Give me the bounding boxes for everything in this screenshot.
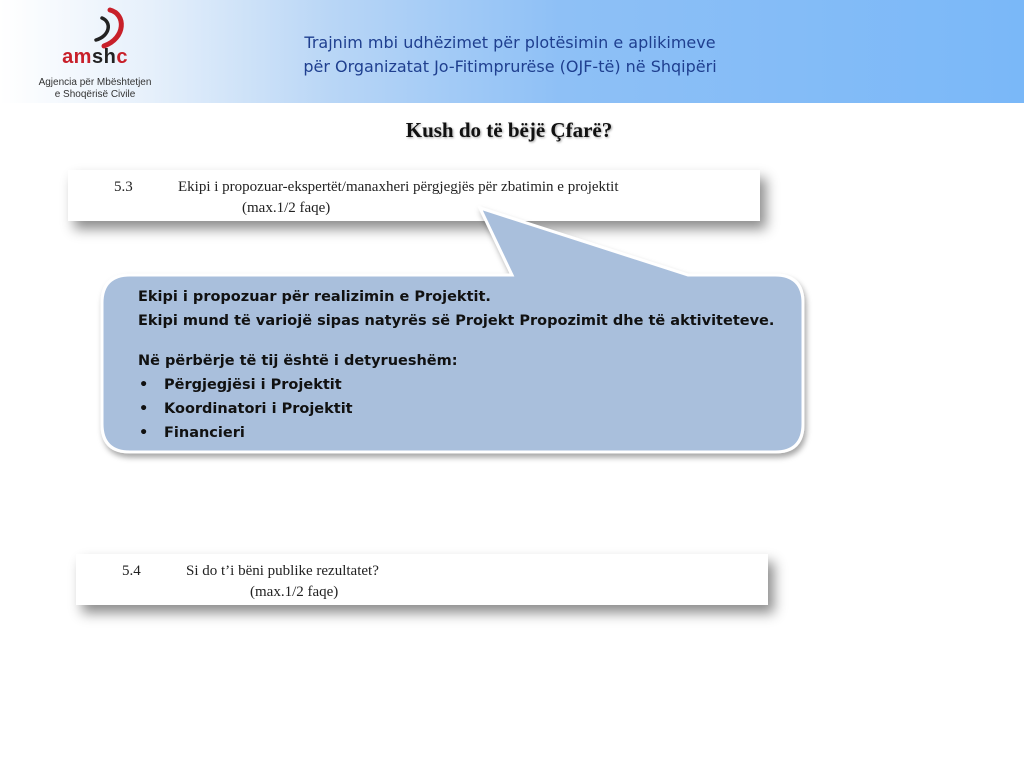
section-title: Ekipi i propozuar-ekspertët/manaxheri përgjegjës për zbatimin e projektit [178, 179, 619, 195]
role-list [138, 373, 788, 445]
callout-text [138, 285, 788, 445]
header-title: Trajnim mbi udhëzimet për plotësimin e aplikimeve për Organizatat Jo-Fitimprurëse (OJF-të) në Shqipëri [303, 33, 717, 76]
logo-wordmark: amshc [62, 46, 128, 68]
list-item: • Përgjegjësi i Projektit [138, 373, 788, 397]
section-title: Si do t’i bëni publike rezultatet? [186, 563, 379, 579]
section-subtitle: (max.1/2 faqe) [242, 200, 331, 216]
logo-subtitle: Agjencia për Mbështetjen e Shoqërisë Civile [38, 77, 152, 100]
list-item: • Financieri [138, 421, 788, 445]
callout-line: Në përbërje të tij është i detyrueshëm: [138, 353, 458, 369]
section-number: 5.4 [122, 563, 141, 579]
slide-heading: Kush do të bëjë Çfarë? [405, 118, 613, 142]
section-subtitle: (max.1/2 faqe) [250, 584, 339, 600]
callout-line: Ekipi mund të variojë sipas natyrës së Projekt Propozimit dhe të aktiviteteve. [138, 313, 775, 329]
section-number: 5.3 [114, 179, 133, 195]
callout-line: Ekipi i propozuar për realizimin e Projektit. [138, 289, 491, 305]
list-item: • Koordinatori i Projektit [138, 397, 788, 421]
section-5-4-box [76, 554, 768, 605]
